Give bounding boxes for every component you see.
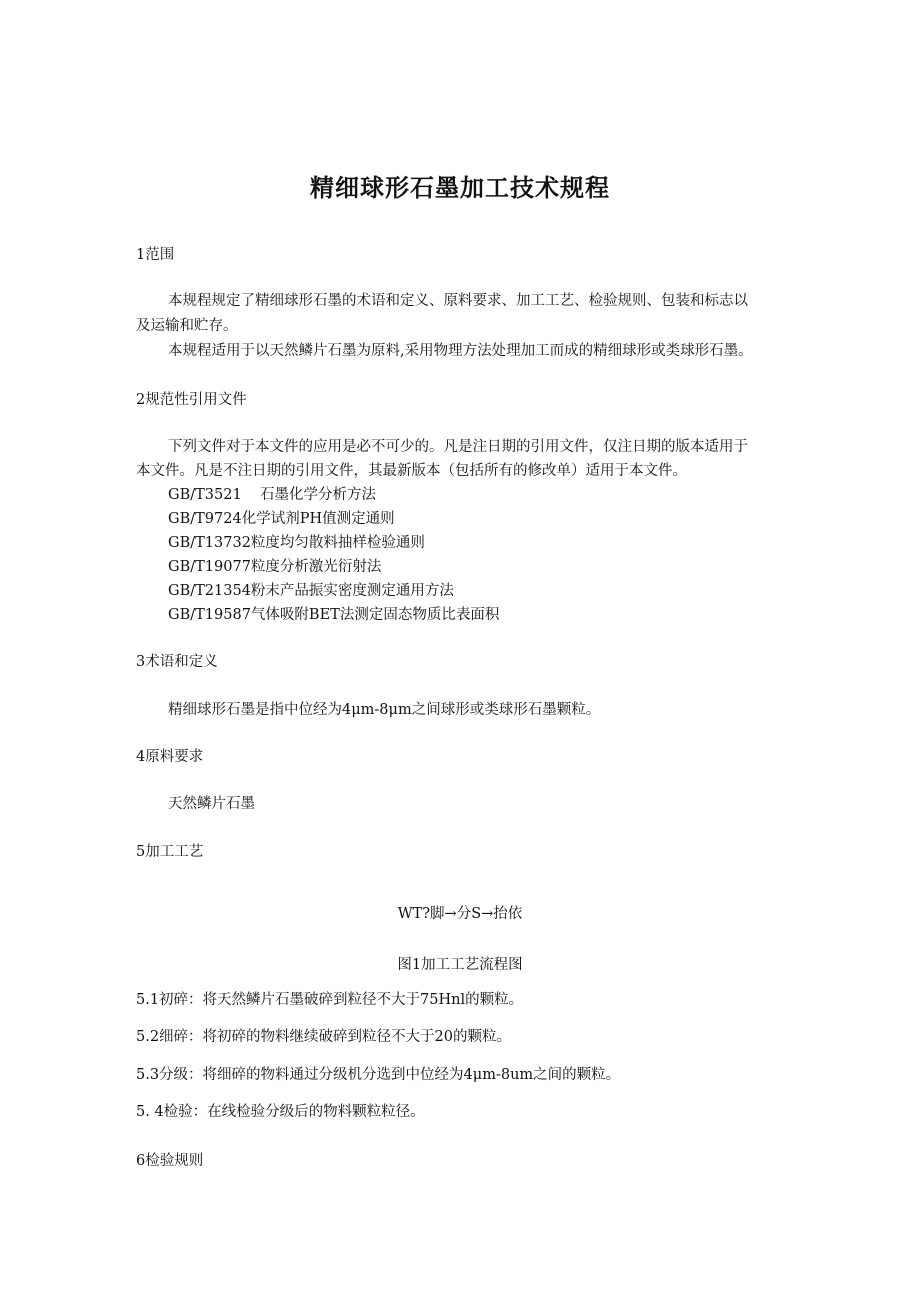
process-step: 5.3分级：将细碎的物料通过分级机分选到中位经为4μm-8um之间的颗粒。 [136,1067,621,1083]
reference-title: 气体吸附BET法测定固态物质比表面积 [250,607,500,623]
reference-title: 化学试剂PH值测定通则 [241,511,395,527]
process-flow-chart: WT?脚→分S→抬依 [397,906,523,922]
reference-code: GB/T19077 [168,559,251,575]
reference-title: 粉末产品振实密度测定通用方法 [250,583,454,599]
scope-paragraph-1-line-1: 本规程规定了精细球形石墨的术语和定义、原料要求、加工工艺、检验规则、包装和标志以 [168,293,748,309]
process-step: 5.1初碎：将天然鳞片石墨破碎到粒径不大于75Hnl的颗粒。 [136,992,524,1008]
reference-title: 粒度均匀散料抽样检验通则 [250,535,425,551]
reference-code: GB/T21354 [168,583,251,599]
section-heading-materials: 4原料要求 [136,749,204,765]
reference-title: 石墨化学分析方法 [260,487,376,503]
document-title: 精细球形石墨加工技术规程 [310,174,610,202]
section-heading-references: 2规范性引用文件 [136,392,247,408]
reference-code: GB/T13732 [168,535,251,551]
reference-item [168,581,454,601]
materials-text: 天然鳞片石墨 [168,796,255,812]
scope-paragraph-1-line-2: 及运输和贮存。 [136,318,238,334]
reference-item [168,533,425,553]
reference-code: GB/T9724 [168,511,242,527]
references-intro-line-2: 本文件。凡是不注日期的引用文件，其最新版本（包括所有的修改单）适用于本文件。 [136,463,687,479]
reference-item [168,485,376,505]
terms-definition: 精细球形石墨是指中位经为4μm-8μm之间球形或类球形石墨颗粒。 [168,702,601,718]
reference-code: GB/T19587 [168,607,251,623]
references-intro-line-1: 下列文件对于本文件的应用是必不可少的。凡是注日期的引用文件，仅注日期的版本适用于 [168,439,748,455]
reference-title: 粒度分析激光衍射法 [250,559,382,575]
reference-item [168,557,381,577]
process-step: 5.2细碎：将初碎的物料继续破碎到粒径不大于20的颗粒。 [136,1029,512,1045]
reference-item [168,509,395,529]
reference-item [168,605,499,625]
reference-code: GB/T3521 [168,487,242,503]
section-heading-scope: 1范围 [136,247,175,263]
process-step: 5. 4检验：在线检验分级后的物料颗粒粒径。 [136,1104,425,1120]
figure-caption: 图1加工工艺流程图 [397,957,523,973]
scope-paragraph-2: 本规程适用于以天然鳞片石墨为原料,采用物理方法处理加工而成的精细球形或类球形石墨。 [168,343,753,359]
section-heading-terms: 3术语和定义 [136,654,218,670]
section-heading-inspection: 6检验规则 [136,1153,204,1169]
section-heading-process: 5加工工艺 [136,844,204,860]
